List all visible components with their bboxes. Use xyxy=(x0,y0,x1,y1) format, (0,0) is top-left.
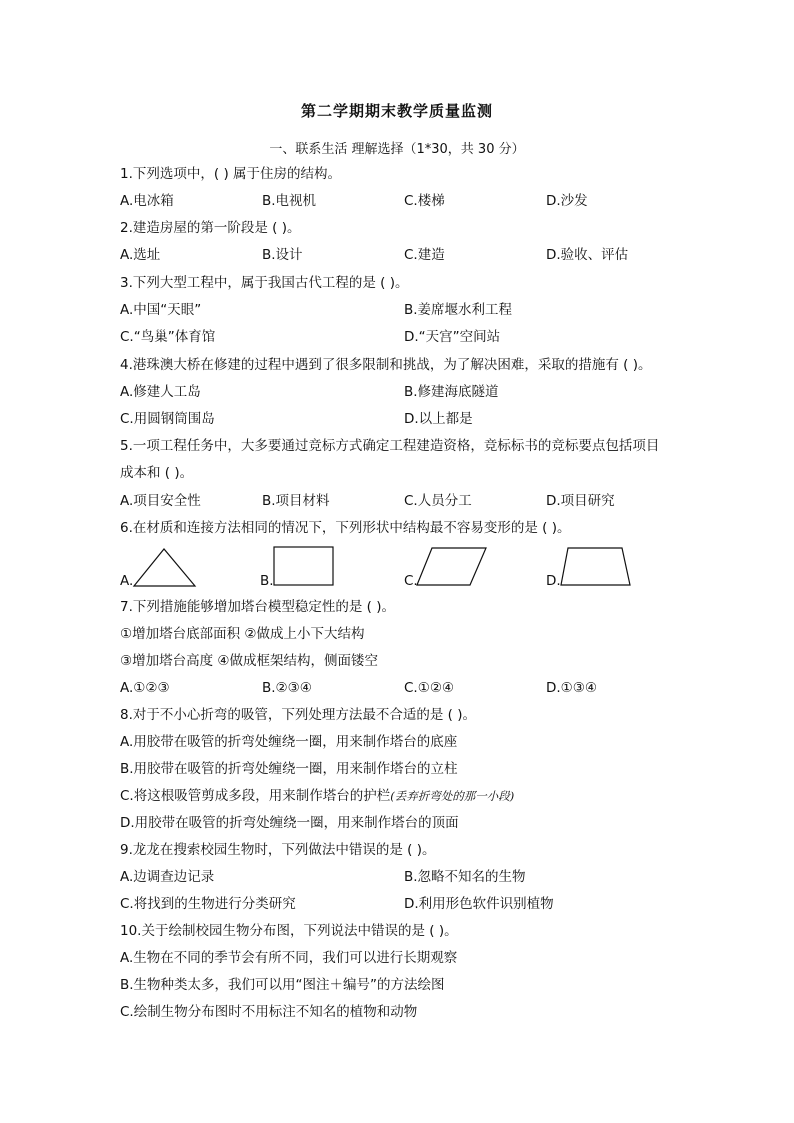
question-9-option-b: B.忽略不知名的生物 xyxy=(404,869,526,885)
square-shape xyxy=(273,546,335,588)
question-1-option-a: A.电冰箱 xyxy=(120,193,174,209)
question-2-option-c: C.建造 xyxy=(404,247,445,263)
trapezoid-shape xyxy=(560,547,632,589)
question-8-option-a: A.用胶带在吸管的折弯处缠绕一圈，用来制作塔台的底座 xyxy=(120,734,458,750)
question-2-stem: 2.建造房屋的第一阶段是 ( )。 xyxy=(120,220,301,236)
question-2-option-b: B.设计 xyxy=(262,247,303,263)
question-3-option-d: D.“天宫”空间站 xyxy=(404,329,501,345)
question-4-option-a: A.修建人工岛 xyxy=(120,384,201,400)
question-5-stem-line-2: 成本和 ( )。 xyxy=(120,465,194,481)
triangle-shape xyxy=(133,548,197,588)
question-4-option-d: D.以上都是 xyxy=(404,411,473,427)
question-8-option-c: C.将这根吸管剪成多段，用来制作塔台的护栏 xyxy=(120,788,391,804)
question-10-option-b: B.生物种类太多，我们可以用“图注＋编号”的方法绘图 xyxy=(120,977,445,993)
question-9-option-c: C.将找到的生物进行分类研究 xyxy=(120,896,296,912)
question-3-stem: 3.下列大型工程中，属于我国古代工程的是 ( )。 xyxy=(120,275,409,291)
section-heading: 一、联系生活 理解选择（1*30，共 30 分） xyxy=(269,142,525,157)
question-5-option-c: C.人员分工 xyxy=(404,493,472,509)
question-8-option-c-row xyxy=(120,787,514,805)
question-7-option-d: D.①③④ xyxy=(546,680,597,696)
question-7-stem: 7.下列措施能够增加塔台模型稳定性的是 ( )。 xyxy=(120,599,395,615)
question-6-option-c: C. xyxy=(404,573,418,589)
question-7-statement-3-4: ③增加塔台高度 ④做成框架结构，侧面镂空 xyxy=(120,653,378,669)
question-7-option-c: C.①②④ xyxy=(404,680,455,696)
question-1-option-d: D.沙发 xyxy=(546,193,588,209)
question-6-option-b: B. xyxy=(260,573,274,589)
question-10-option-a: A.生物在不同的季节会有所不同，我们可以进行长期观察 xyxy=(120,950,458,966)
question-9-stem: 9.龙龙在搜索校园生物时，下列做法中错误的是 ( )。 xyxy=(120,842,436,858)
question-1-option-c: C.楼梯 xyxy=(404,193,445,209)
question-10-stem: 10.关于绘制校园生物分布图，下列说法中错误的是 ( )。 xyxy=(120,923,458,939)
question-4-option-b: B.修建海底隧道 xyxy=(404,384,499,400)
question-6-option-d: D. xyxy=(546,573,561,589)
question-8-stem: 8.对于不小心折弯的吸管，下列处理方法最不合适的是 ( )。 xyxy=(120,707,476,723)
question-3-option-b: B.姜席堰水利工程 xyxy=(404,302,513,318)
question-1-stem: 1.下列选项中，( ) 属于住房的结构。 xyxy=(120,166,341,182)
parallelogram-shape xyxy=(416,547,488,589)
question-5-option-a: A.项目安全性 xyxy=(120,493,201,509)
question-7-statement-1-2: ①增加塔台底部面积 ②做成上小下大结构 xyxy=(120,626,365,642)
question-9-option-d: D.利用形色软件识别植物 xyxy=(404,896,554,912)
question-1-option-b: B.电视机 xyxy=(262,193,317,209)
question-3-option-c: C.“鸟巢”体育馆 xyxy=(120,329,216,345)
question-8-option-c-note: (丢弃折弯处的那一小段) xyxy=(390,789,515,803)
question-8-option-b: B.用胶带在吸管的折弯处缠绕一圈，用来制作塔台的立柱 xyxy=(120,761,458,777)
question-2-option-d: D.验收、评估 xyxy=(546,247,629,263)
question-5-option-b: B.项目材料 xyxy=(262,493,330,509)
question-6-option-a: A. xyxy=(120,573,134,589)
question-7-option-b: B.②③④ xyxy=(262,680,312,696)
page-title: 第二学期期末教学质量监测 xyxy=(300,102,493,120)
question-5-option-d: D.项目研究 xyxy=(546,493,615,509)
question-4-stem: 4.港珠澳大桥在修建的过程中遇到了很多限制和挑战，为了解决困难，采取的措施有 ( )。 xyxy=(120,357,652,373)
question-7-option-a: A.①②③ xyxy=(120,680,170,696)
question-8-option-d: D.用胶带在吸管的折弯处缠绕一圈，用来制作塔台的顶面 xyxy=(120,815,459,831)
question-5-stem-line-1: 5.一项工程任务中，大多要通过竞标方式确定工程建造资格，竞标标书的竞标要点包括项目 xyxy=(120,438,660,454)
question-2-option-a: A.选址 xyxy=(120,247,161,263)
question-9-option-a: A.边调查边记录 xyxy=(120,869,215,885)
question-4-option-c: C.用圆钢筒围岛 xyxy=(120,411,215,427)
question-10-option-c: C.绘制生物分布图时不用标注不知名的植物和动物 xyxy=(120,1004,418,1020)
question-6-stem: 6.在材质和连接方法相同的情况下，下列形状中结构最不容易变形的是 ( )。 xyxy=(120,520,571,536)
question-3-option-a: A.中国“天眼” xyxy=(120,302,202,318)
